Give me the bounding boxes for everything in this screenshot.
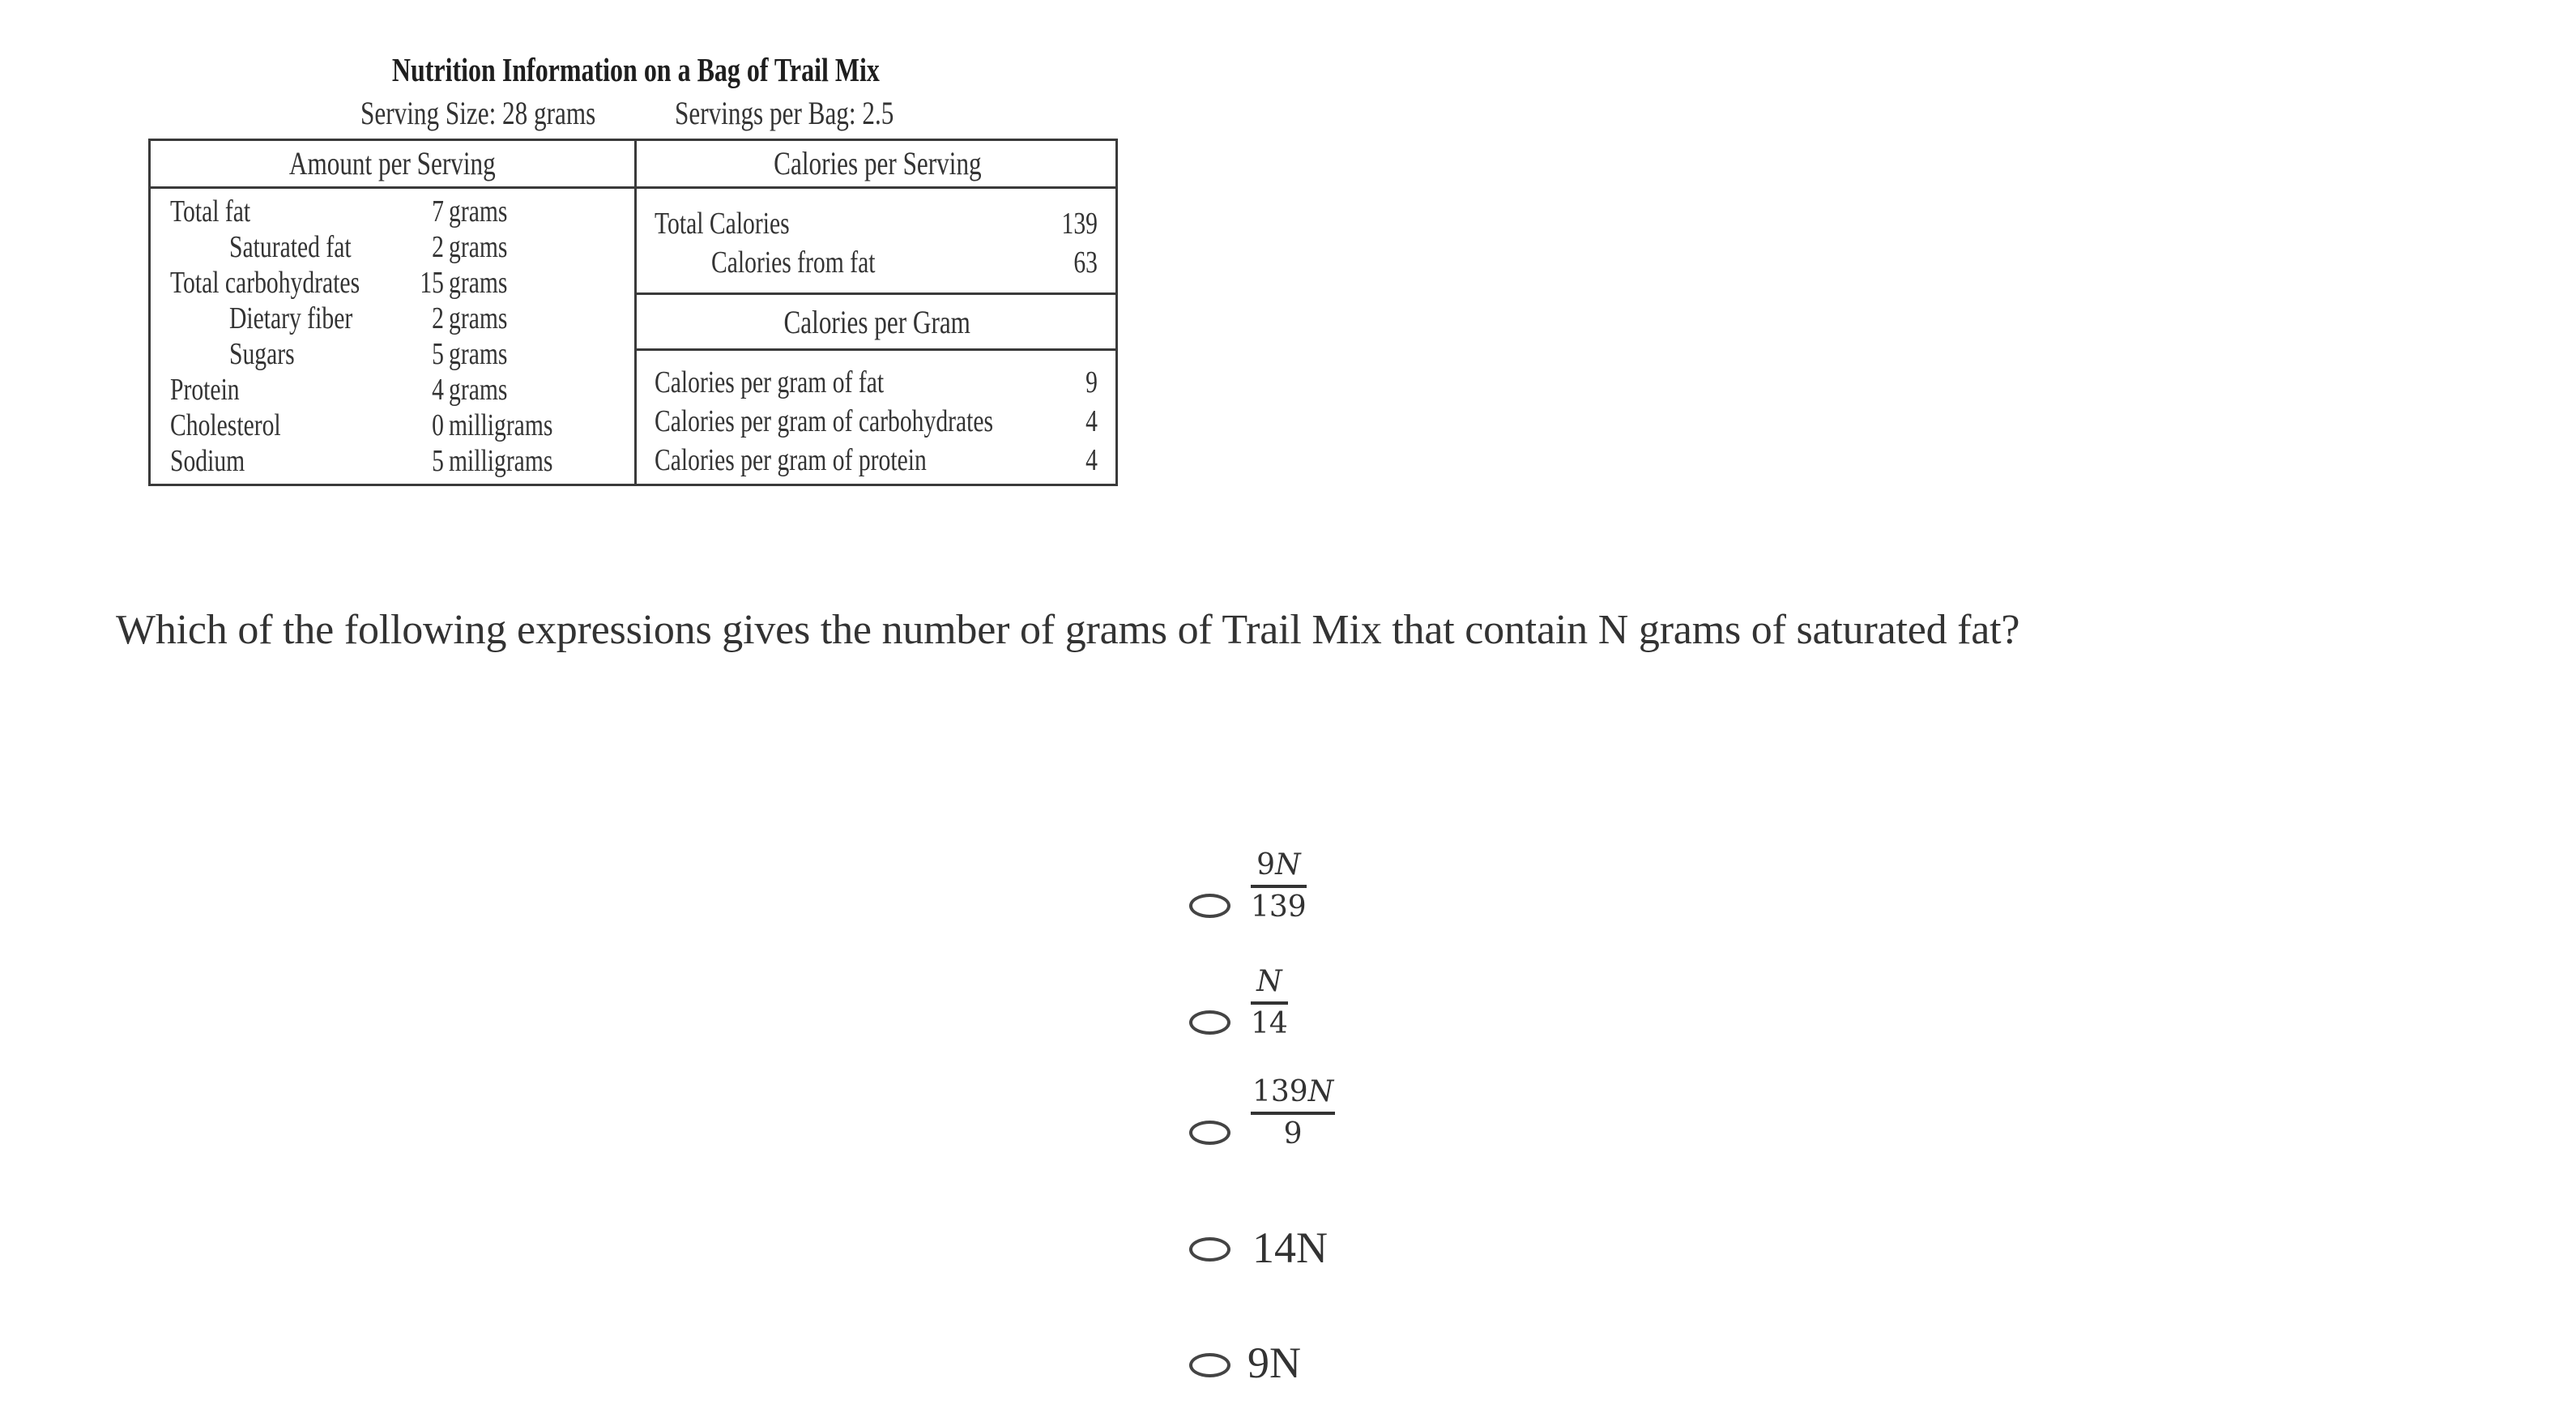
choice-e[interactable]: 9N — [1188, 1316, 1512, 1421]
question-text: Which of the following expressions gives the number of grams of Trail Mix that contain N grams of saturated fat? — [116, 607, 2020, 653]
nutrient-row: Cholesterol 0 milligrams — [170, 408, 553, 442]
calories-per-gram-row: Calories per gram of carbohydrates 4 — [655, 404, 1098, 438]
radio-button[interactable] — [1189, 1010, 1230, 1035]
calories-per-gram-row: Calories per gram of fat 9 — [655, 365, 1098, 399]
amount-per-serving-header: Amount per Serving — [289, 145, 496, 181]
section-divider — [636, 292, 1115, 295]
calories-row: Total Calories 139 — [655, 207, 1098, 241]
calories-row: Calories from fat 63 — [711, 245, 1098, 280]
fraction: 9N 139 — [1251, 848, 1307, 924]
calories-per-gram-row: Calories per gram of protein 4 — [655, 443, 1098, 477]
choice-b[interactable] — [1188, 966, 1512, 1071]
nutrient-row: Sugars 5 grams — [229, 337, 508, 371]
fraction: N 14 — [1251, 965, 1288, 1040]
radio-button[interactable] — [1189, 1237, 1230, 1262]
radio-button[interactable] — [1189, 894, 1230, 918]
figure-title: Nutrition Information on a Bag of Trail Mix — [391, 51, 880, 88]
choice-a[interactable] — [1188, 849, 1512, 954]
servings-per-bag: Servings per Bag: 2.5 — [675, 95, 894, 131]
radio-button[interactable] — [1189, 1121, 1230, 1145]
serving-size: Serving Size: 28 grams — [360, 95, 596, 131]
nutrient-row: Total carbohydrates 15 grams — [170, 266, 508, 300]
nutrient-row: Sodium 5 milligrams — [170, 444, 553, 478]
nutrition-table — [148, 139, 1118, 486]
header-divider — [151, 186, 1115, 189]
nutrition-figure — [0, 0, 1134, 502]
section-divider — [636, 348, 1115, 351]
fraction: 139N 9 — [1252, 1075, 1334, 1151]
nutrient-row: Saturated fat 2 grams — [229, 230, 508, 264]
radio-button[interactable] — [1189, 1353, 1230, 1377]
nutrient-row: Total fat 7 grams — [170, 194, 508, 228]
nutrient-row: Dietary fiber 2 grams — [229, 301, 508, 335]
choice-d[interactable]: 14N — [1188, 1199, 1512, 1304]
nutrient-row: Protein 4 grams — [170, 373, 508, 407]
calories-per-serving-header: Calories per Serving — [773, 145, 982, 181]
calories-per-gram-header: Calories per Gram — [783, 304, 971, 340]
choice-c[interactable] — [1188, 1075, 1512, 1188]
